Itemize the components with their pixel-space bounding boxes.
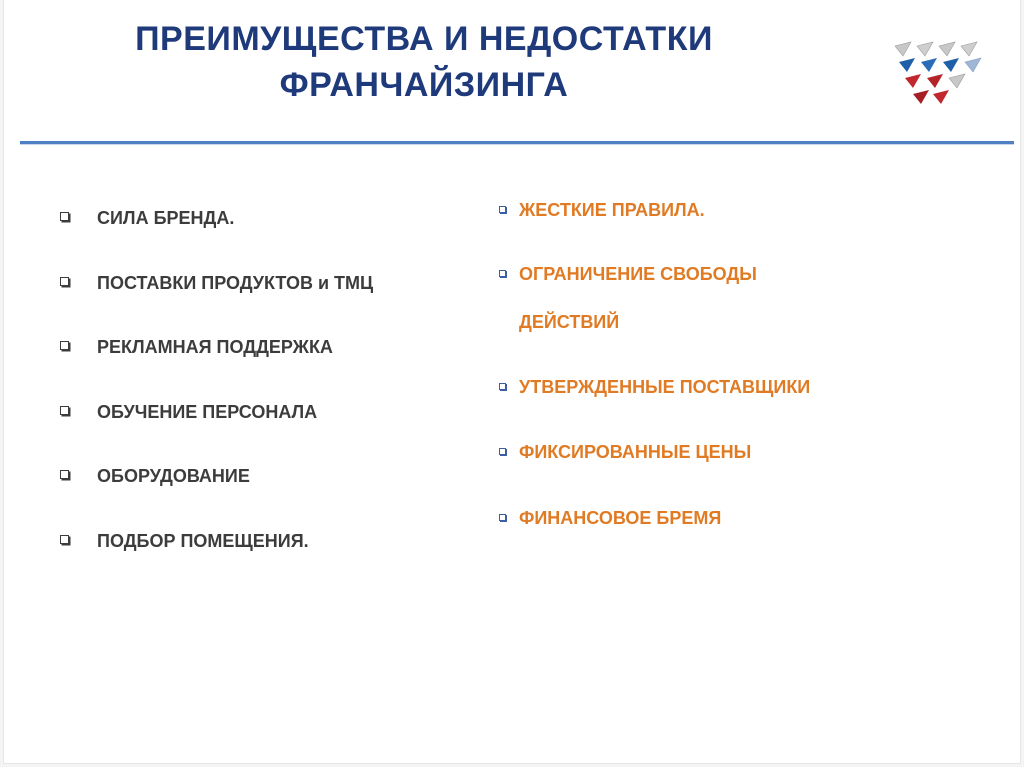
disadvantage-text: ОГРАНИЧЕНИЕ СВОБОДЫ: [519, 264, 757, 284]
disadvantage-text: ФИНАНСОВОЕ БРЕМЯ: [519, 508, 722, 528]
advantage-text: ПОСТАВКИ ПРОДУКТОВ и ТМЦ: [97, 273, 374, 293]
checkbox-bullet-icon: [60, 406, 69, 415]
slide-title-line-1: ПРЕИМУЩЕСТВА И НЕДОСТАТКИ: [135, 20, 713, 58]
checkbox-bullet-icon: [499, 206, 506, 213]
logo-icon: [889, 38, 993, 118]
checkbox-bullet-icon: [499, 514, 506, 521]
disadvantage-text: ЖЕСТКИЕ ПРАВИЛА.: [519, 200, 705, 220]
slide-title: [99, 16, 749, 108]
checkbox-bullet-icon: [60, 535, 69, 544]
checkbox-bullet-icon: [60, 277, 69, 286]
disadvantage-text: УТВЕРЖДЕННЫЕ ПОСТАВЩИКИ: [519, 377, 811, 397]
advantage-text: РЕКЛАМНАЯ ПОДДЕРЖКА: [97, 337, 333, 357]
slide: [3, 0, 1021, 764]
advantage-text: ОБУЧЕНИЕ ПЕРСОНАЛА: [97, 402, 318, 422]
checkbox-bullet-icon: [60, 212, 69, 221]
slide-title-line-2: ФРАНЧАЙЗИНГА: [279, 66, 569, 104]
disadvantage-text-continuation: ДЕЙСТВИЙ: [519, 312, 620, 332]
advantage-text: ПОДБОР ПОМЕЩЕНИЯ.: [97, 531, 309, 551]
disadvantage-text: ФИКСИРОВАННЫЕ ЦЕНЫ: [519, 442, 752, 462]
advantage-text: ОБОРУДОВАНИЕ: [97, 466, 250, 486]
checkbox-bullet-icon: [499, 383, 506, 390]
checkbox-bullet-icon: [499, 448, 506, 455]
checkbox-bullet-icon: [60, 470, 69, 479]
advantage-text: СИЛА БРЕНДА.: [97, 208, 235, 228]
checkbox-bullet-icon: [499, 270, 506, 277]
title-divider: [20, 141, 1014, 145]
checkbox-bullet-icon: [60, 341, 69, 350]
